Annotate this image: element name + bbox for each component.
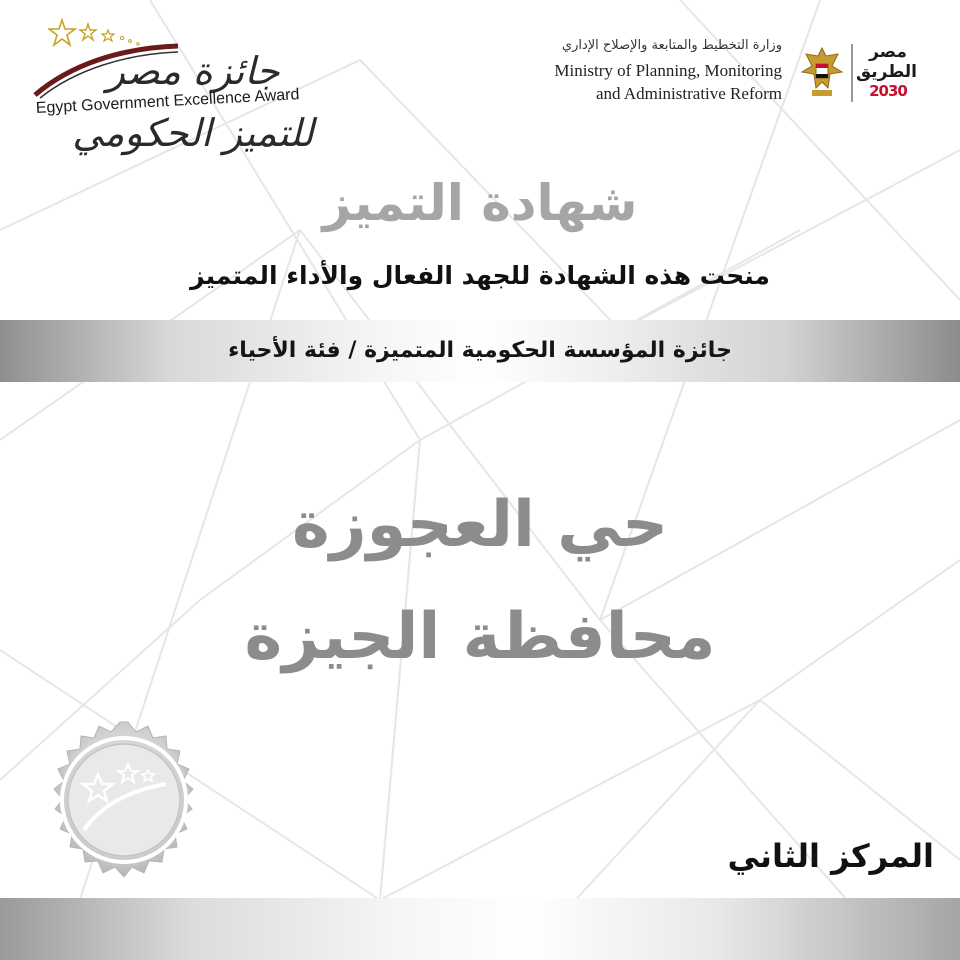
ministry-name-english-line1: Ministry of Planning, Monitoring	[554, 61, 782, 80]
ministry-name-arabic: وزارة التخطيط والمتابعة والإصلاح الإداري	[561, 38, 782, 53]
bottom-band	[0, 898, 960, 960]
award-logo-english: Egypt Government Excellence Award	[35, 86, 300, 117]
recipient-governorate: محافظة الجيزة	[244, 600, 716, 674]
rank-label: المركز الثاني	[727, 837, 934, 875]
ministry-name-english-line2: and Administrative Reform	[595, 84, 782, 103]
recipient-district: حي العجوزة	[291, 488, 669, 562]
vision-logo-arabic: مصر الطريق	[855, 42, 917, 82]
category-band-text: جائزة المؤسسة الحكومية المتميزة / فئة الأحياء	[228, 338, 732, 363]
egypt-eagle-icon	[798, 44, 846, 100]
certificate-subtitle: منحت هذه الشهادة للجهد الفعال والأداء المتميز	[190, 261, 770, 290]
header-divider	[851, 44, 853, 102]
award-logo-arabic: جائزة مصر للتميز الحكومي	[72, 49, 314, 155]
silver-seal-icon	[36, 712, 212, 888]
vision-logo-year: 2030	[869, 82, 907, 100]
certificate-title: شهادة التميز	[322, 174, 638, 232]
